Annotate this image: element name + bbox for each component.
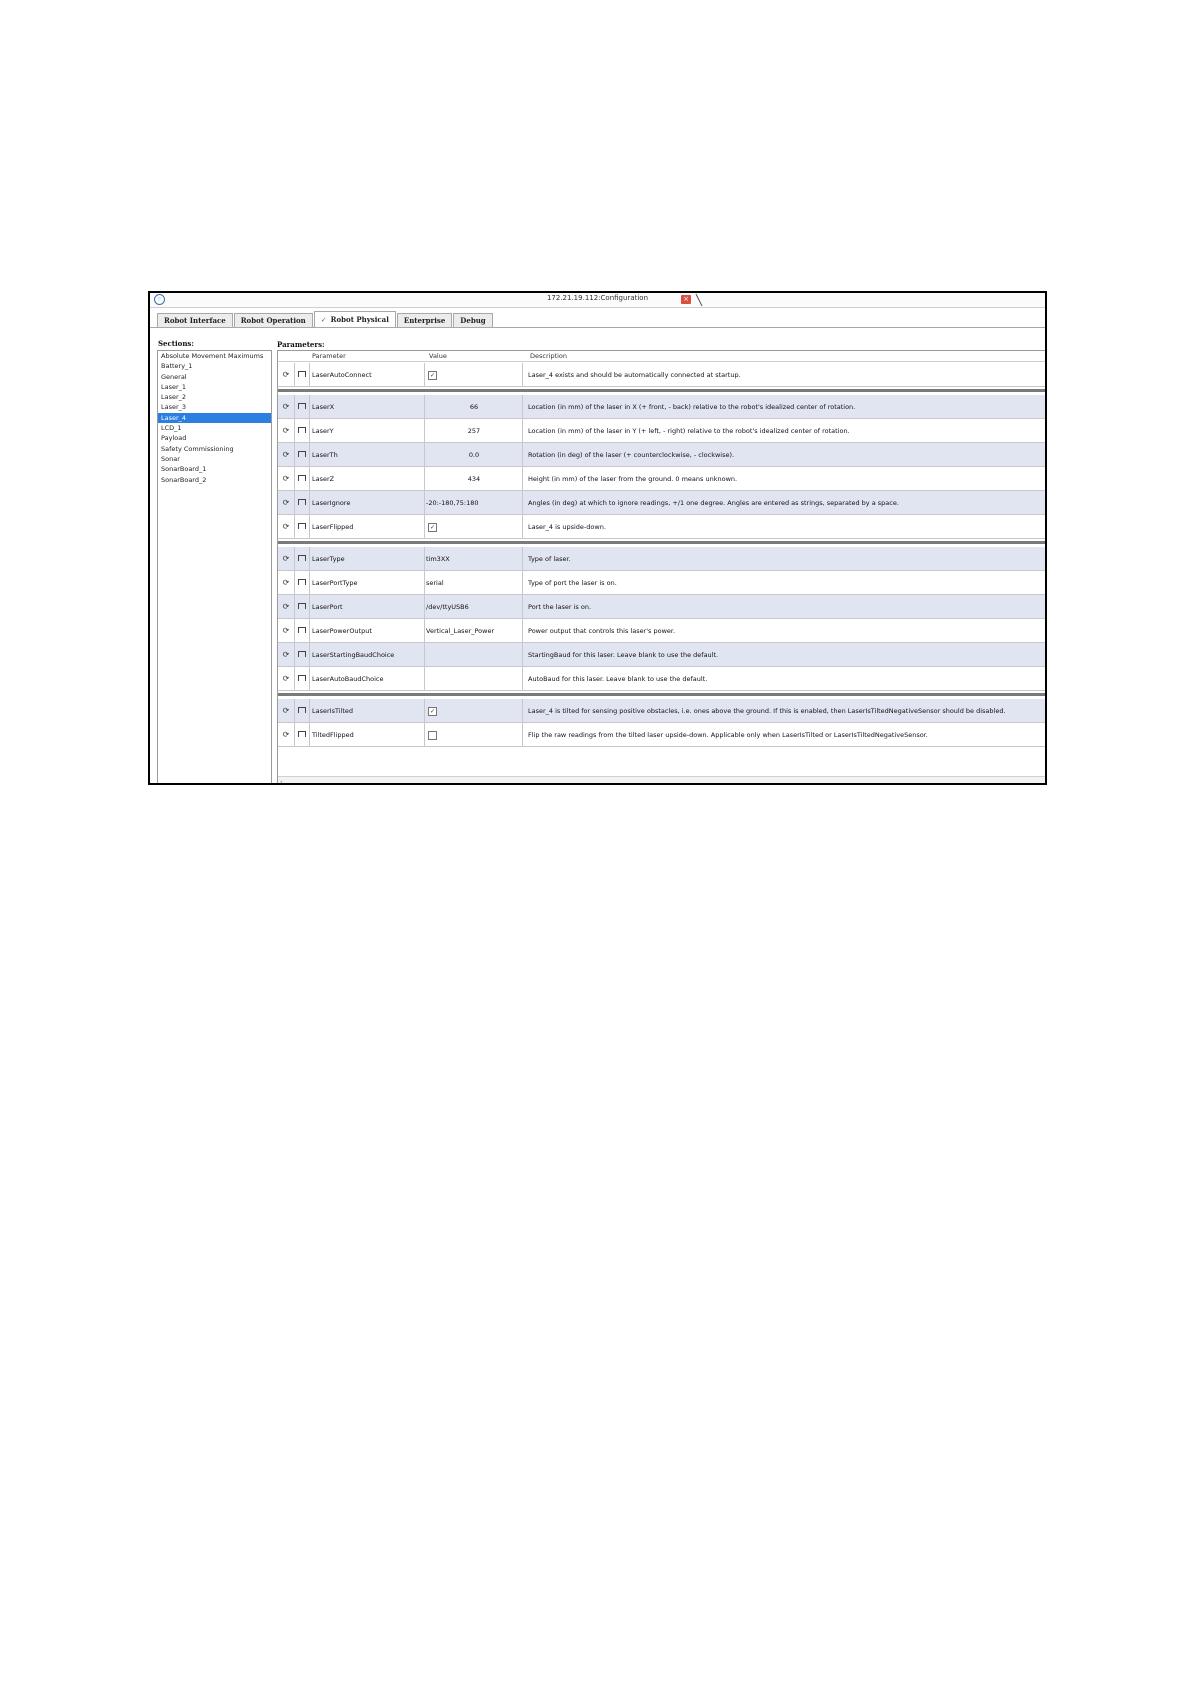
close-button[interactable]: × xyxy=(681,295,691,304)
group-separator xyxy=(278,389,1047,392)
reset-cell xyxy=(278,395,295,418)
value-checkbox[interactable]: ✓ xyxy=(429,707,436,715)
section-item[interactable]: SonarBoard_1 xyxy=(161,465,207,474)
reset-cell xyxy=(278,667,295,690)
section-item[interactable]: Payload xyxy=(161,434,187,443)
reset-cell xyxy=(278,643,295,666)
parameter-name: LaserAutoConnect xyxy=(312,363,425,386)
parameter-name: LaserTh xyxy=(312,443,425,466)
value-checkbox[interactable] xyxy=(428,731,437,740)
parameter-value[interactable]: serial xyxy=(426,571,523,594)
reset-cell xyxy=(278,723,295,746)
reset-cell xyxy=(278,419,295,442)
copy-icon[interactable] xyxy=(298,555,306,561)
parameter-name: LaserX xyxy=(312,395,425,418)
parameter-description: Location (in mm) of the laser in Y (+ left, - right) relative to the robot's idealized center of rotation. xyxy=(528,427,850,435)
parameter-description: Type of port the laser is on. xyxy=(528,579,617,587)
reload-icon[interactable]: ⟳ xyxy=(282,402,290,411)
section-item[interactable]: General xyxy=(161,372,187,381)
parameters-table xyxy=(277,350,1047,785)
copy-cell xyxy=(294,547,310,570)
parameter-description: Angles (in deg) at which to ignore readings, +/1 one degree. Angles are entered as strings, separated by a space. xyxy=(528,499,899,507)
table-row[interactable] xyxy=(278,443,1047,467)
table-row[interactable] xyxy=(278,395,1047,419)
copy-cell xyxy=(294,515,310,538)
parameter-value[interactable] xyxy=(426,643,523,666)
column-header-description[interactable]: Description xyxy=(530,352,568,360)
copy-cell xyxy=(294,723,310,746)
copy-cell xyxy=(294,467,310,490)
parameter-name: LaserPort xyxy=(312,595,425,618)
copy-icon[interactable] xyxy=(298,523,306,529)
tab-label: Robot Physical xyxy=(330,315,389,324)
parameter-name: LaserAutoBaudChoice xyxy=(312,667,425,690)
check-icon: ✓ xyxy=(320,316,327,324)
reset-cell xyxy=(278,699,295,722)
parameter-description: Laser_4 exists and should be automatically connected at startup. xyxy=(528,371,741,379)
table-row[interactable] xyxy=(278,467,1047,491)
table-row[interactable] xyxy=(278,723,1047,747)
table-row[interactable] xyxy=(278,571,1047,595)
parameter-name: LaserZ xyxy=(312,467,425,490)
copy-icon[interactable] xyxy=(298,651,306,657)
column-header-value[interactable]: Value xyxy=(429,352,447,360)
robot-app-icon: ◦ xyxy=(154,294,165,305)
tab-enterprise[interactable] xyxy=(397,313,452,327)
reset-cell xyxy=(278,619,295,642)
section-item[interactable]: Sonar xyxy=(161,454,180,463)
copy-cell xyxy=(294,595,310,618)
parameter-value[interactable]: /dev/ttyUSB6 xyxy=(426,595,523,618)
column-header-parameter[interactable]: Parameter xyxy=(312,352,346,360)
copy-icon[interactable] xyxy=(298,403,306,409)
copy-icon[interactable] xyxy=(298,707,306,713)
reload-icon[interactable]: ⟳ xyxy=(282,474,290,483)
parameter-value[interactable]: 434 xyxy=(426,467,523,490)
parameter-description: Port the laser is on. xyxy=(528,603,592,611)
parameter-name: LaserPortType xyxy=(312,571,425,594)
reset-cell xyxy=(278,515,295,538)
parameter-description: Location (in mm) of the laser in X (+ front, - back) relative to the robot's idealized center of rotation. xyxy=(528,403,856,411)
parameter-description: Laser_4 is tilted for sensing positive obstacles, i.e. ones above the ground. If this is enabled, then LaserIsTiltedNegativeSensor should be disabled. xyxy=(528,707,1006,715)
parameter-name: LaserFlipped xyxy=(312,515,425,538)
copy-icon[interactable] xyxy=(298,451,306,457)
copy-icon[interactable] xyxy=(298,371,306,377)
reload-icon[interactable]: ⟳ xyxy=(282,650,290,659)
table-row[interactable] xyxy=(278,595,1047,619)
parameter-name: LaserIgnore xyxy=(312,491,425,514)
parameter-description: Power output that controls this laser's power. xyxy=(528,627,676,635)
reset-cell xyxy=(278,571,295,594)
parameter-value[interactable]: 0.0 xyxy=(426,443,523,466)
parameter-name: LaserIsTilted xyxy=(312,699,425,722)
copy-icon[interactable] xyxy=(298,427,306,433)
parameter-description: Flip the raw readings from the tilted laser upside-down. Applicable only when LaserIsTilted or LaserIsTiltedNegativeSensor. xyxy=(528,731,928,739)
parameter-value[interactable] xyxy=(426,515,523,538)
copy-icon[interactable] xyxy=(298,579,306,585)
title-bar xyxy=(150,293,1045,308)
copy-cell xyxy=(294,419,310,442)
tab-label: Robot Operation xyxy=(240,316,306,325)
reload-icon[interactable]: ⟳ xyxy=(282,602,290,611)
copy-icon[interactable] xyxy=(298,627,306,633)
section-item[interactable]: Laser_3 xyxy=(161,403,187,412)
copy-icon[interactable] xyxy=(298,475,306,481)
parameter-description: AutoBaud for this laser. Leave blank to use the default. xyxy=(528,675,708,683)
parameter-name: TiltedFlipped xyxy=(312,723,425,746)
section-item[interactable]: Battery_1 xyxy=(161,362,193,371)
copy-cell xyxy=(294,571,310,594)
section-item[interactable]: LCD_1 xyxy=(161,424,182,433)
reload-icon[interactable]: ⟳ xyxy=(282,706,290,715)
sections-heading: Sections: xyxy=(158,339,194,348)
reload-icon[interactable]: ⟳ xyxy=(282,674,290,683)
copy-cell xyxy=(294,443,310,466)
tab-label: Robot Interface xyxy=(164,316,226,325)
reset-cell xyxy=(278,547,295,570)
reset-cell xyxy=(278,491,295,514)
tab-robot-operation[interactable] xyxy=(234,313,313,327)
tab-bar xyxy=(157,313,494,327)
section-item[interactable]: Absolute Movement Maximums xyxy=(161,352,264,360)
tab-robot-interface[interactable] xyxy=(157,313,233,327)
parameter-value[interactable] xyxy=(426,667,523,690)
section-item[interactable]: Laser_4 xyxy=(158,413,271,423)
table-row[interactable] xyxy=(278,547,1047,571)
parameter-value[interactable] xyxy=(426,363,523,386)
section-item[interactable]: Laser_1 xyxy=(161,382,187,391)
section-item[interactable]: Laser_2 xyxy=(161,393,187,402)
parameter-name: LaserType xyxy=(312,547,425,570)
copy-cell xyxy=(294,699,310,722)
table-header xyxy=(278,351,1047,362)
table-row[interactable] xyxy=(278,491,1047,515)
reload-icon[interactable]: ⟳ xyxy=(282,730,290,739)
tab-label: Enterprise xyxy=(403,316,446,325)
sections-list[interactable] xyxy=(157,350,272,785)
tab-debug[interactable] xyxy=(453,313,492,327)
parameter-value[interactable]: -20:-180,75:180 xyxy=(426,491,523,514)
table-row[interactable] xyxy=(278,699,1047,723)
copy-cell xyxy=(294,643,310,666)
parameter-value[interactable] xyxy=(426,723,523,746)
tab-robot-physical[interactable] xyxy=(314,311,396,327)
table-row[interactable] xyxy=(278,619,1047,643)
reload-icon[interactable]: ⟳ xyxy=(282,554,290,563)
parameters-heading: Parameters: xyxy=(277,340,325,349)
copy-cell xyxy=(294,395,310,418)
reload-icon[interactable]: ⟳ xyxy=(282,578,290,587)
configuration-window xyxy=(148,291,1047,785)
section-item[interactable]: Safety Commissioning xyxy=(161,444,234,453)
value-checkbox[interactable]: ✓ xyxy=(429,371,436,379)
parameter-description: Rotation (in deg) of the laser (+ counterclockwise, - clockwise). xyxy=(528,451,735,459)
parameter-value[interactable] xyxy=(426,699,523,722)
copy-icon[interactable] xyxy=(298,603,306,609)
reset-cell xyxy=(278,363,295,386)
reload-icon[interactable]: ⟳ xyxy=(282,626,290,635)
reset-cell xyxy=(278,467,295,490)
value-checkbox[interactable]: ✓ xyxy=(429,523,436,531)
tab-divider xyxy=(150,327,1045,328)
parameter-value[interactable]: 257 xyxy=(426,419,523,442)
table-row[interactable] xyxy=(278,419,1047,443)
parameter-description: Height (in mm) of the laser from the ground. 0 means unknown. xyxy=(528,475,738,483)
reset-cell xyxy=(278,443,295,466)
scroll-left-icon[interactable]: ‹ xyxy=(280,778,283,785)
section-item[interactable]: SonarBoard_2 xyxy=(161,475,207,484)
horizontal-scrollbar[interactable] xyxy=(278,776,1047,785)
parameter-value[interactable]: tim3XX xyxy=(426,547,523,570)
copy-cell xyxy=(294,619,310,642)
parameter-name: LaserStartingBaudChoice xyxy=(312,643,425,666)
copy-icon[interactable] xyxy=(298,499,306,505)
copy-icon[interactable] xyxy=(298,731,306,737)
reload-icon[interactable]: ⟳ xyxy=(282,522,290,531)
reload-icon[interactable]: ⟳ xyxy=(282,498,290,507)
parameter-description: StartingBaud for this laser. Leave blank to use the default. xyxy=(528,651,719,659)
parameter-description: Laser_4 is upside-down. xyxy=(528,523,606,531)
parameter-name: LaserPowerOutput xyxy=(312,619,425,642)
group-separator xyxy=(278,541,1047,544)
copy-cell xyxy=(294,363,310,386)
reload-icon[interactable]: ⟳ xyxy=(282,370,290,379)
parameter-value[interactable]: Vertical_Laser_Power xyxy=(426,619,523,642)
tab-edge-decoration xyxy=(695,293,703,307)
tab-label: Debug xyxy=(460,316,486,325)
table-row[interactable] xyxy=(278,363,1047,387)
copy-icon[interactable] xyxy=(298,675,306,681)
parameter-name: LaserY xyxy=(312,419,425,442)
table-row[interactable] xyxy=(278,643,1047,667)
window-title: 172.21.19.112:Configuration xyxy=(546,294,649,302)
copy-cell xyxy=(294,491,310,514)
copy-cell xyxy=(294,667,310,690)
parameter-value[interactable]: 66 xyxy=(426,395,523,418)
table-row[interactable] xyxy=(278,515,1047,539)
table-row[interactable] xyxy=(278,667,1047,691)
reset-cell xyxy=(278,595,295,618)
parameter-description: Type of laser. xyxy=(528,555,571,563)
reload-icon[interactable]: ⟳ xyxy=(282,426,290,435)
group-separator xyxy=(278,693,1047,696)
reload-icon[interactable]: ⟳ xyxy=(282,450,290,459)
